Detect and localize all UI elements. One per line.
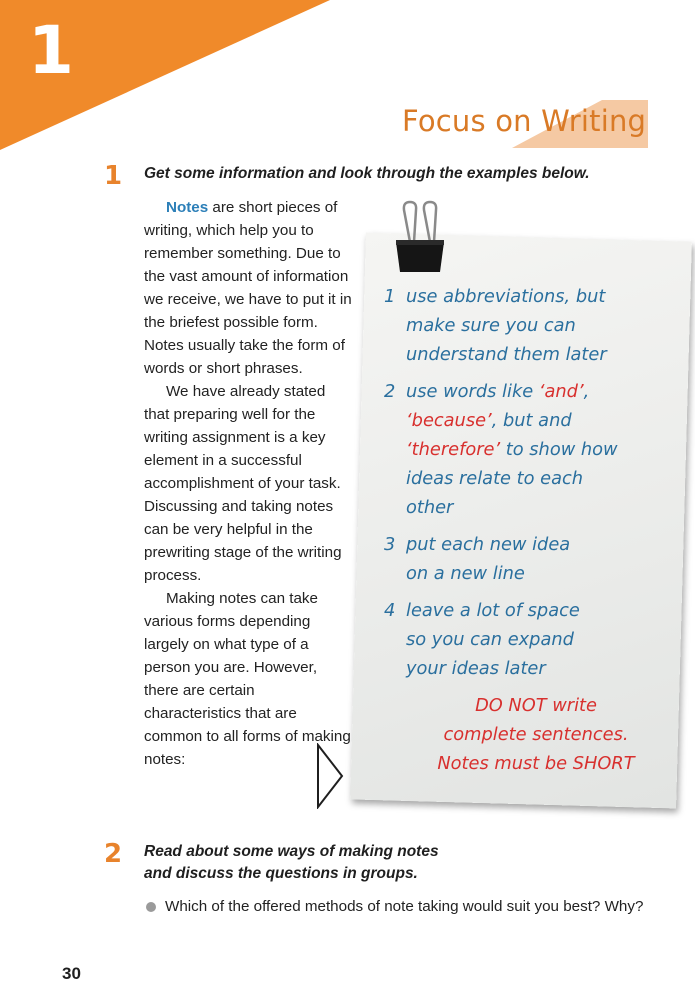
note-item-4-number: 4: [384, 600, 396, 621]
warning-line: Notes must be SHORT: [437, 753, 635, 774]
section-title: Focus on Writing: [402, 104, 647, 138]
note-item-3: [384, 530, 674, 588]
note-item-4-line: leave a lot of space: [406, 600, 580, 621]
question-1: Which of the offered methods of note taking would suit you best? Why?: [165, 898, 644, 915]
note-item-1-line: make sure you can: [406, 315, 576, 336]
note-item-2-line: other: [406, 497, 454, 518]
binder-clip-icon: [390, 198, 450, 274]
note-item-4-line: so you can expand: [406, 629, 574, 650]
note-item-2-line: ideas relate to each: [406, 468, 584, 489]
keyword-and: ‘and’: [538, 381, 584, 402]
note-text-fragment: , but and: [491, 410, 572, 431]
keyword-therefore: ‘therefore’: [406, 439, 501, 460]
task-2-instruction: [144, 841, 439, 885]
note-item-2-line: [406, 377, 674, 406]
note-text-fragment: ,: [583, 381, 590, 402]
note-item-2: [384, 377, 674, 522]
note-item-3-number: 3: [384, 534, 396, 555]
bullet-icon: [146, 902, 156, 912]
note-item-2-number: 2: [384, 381, 396, 402]
note-item-2-line: [406, 406, 674, 435]
paragraph-3: Making notes can take various forms depending largely on what type of a person you are. However, there are certain characteristics that are common to all forms of making notes:: [144, 590, 351, 768]
warning-line: DO NOT write: [475, 695, 597, 716]
warning-line: complete sentences.: [443, 724, 629, 745]
task-2-number: 2: [104, 839, 123, 869]
unit-number: 1: [28, 12, 74, 89]
note-item-4: [384, 596, 674, 683]
page-number: 30: [62, 964, 81, 983]
note-text-fragment: to show how: [500, 439, 618, 460]
task-1-number: 1: [104, 161, 123, 191]
paragraph-1: [144, 196, 354, 380]
note-item-1-number: 1: [384, 286, 396, 307]
note-item-3-line: put each new idea: [406, 534, 571, 555]
term-notes: Notes: [166, 199, 209, 216]
note-item-4-line: your ideas later: [406, 658, 546, 679]
paragraph-1-text: are short pieces of writing, which help you to remember something. Due to the vast amount of information we receive, we have to put it in the briefest possible form. Notes usually take the form of words or short phrases.: [144, 199, 352, 377]
paragraph-2: We have already stated that preparing well for the writing assignment is a key element in a successful accomplishment of your task. Discussing and taking notes can be very helpful in the prewriting stage of the writing process.: [144, 383, 342, 584]
note-item-1-line: understand them later: [406, 344, 607, 365]
note-item-3-line: on a new line: [406, 563, 525, 584]
keyword-because: ‘because’: [406, 410, 492, 431]
task-2-instruction-line: Read about some ways of making notes: [144, 843, 439, 860]
task-1-instruction: Get some information and look through the examples below.: [144, 165, 590, 182]
note-warning: [384, 691, 674, 778]
notes-explanation-text: [144, 196, 354, 771]
note-card-text: [384, 282, 674, 778]
note-item-1-line: use abbreviations, but: [406, 286, 606, 307]
pointer-arrow-icon: [316, 743, 344, 809]
note-text-fragment: use words like: [406, 381, 539, 402]
task-2-instruction-line: and discuss the questions in groups.: [144, 865, 418, 882]
note-item-2-line: [406, 435, 674, 464]
note-item-1: [384, 282, 674, 369]
